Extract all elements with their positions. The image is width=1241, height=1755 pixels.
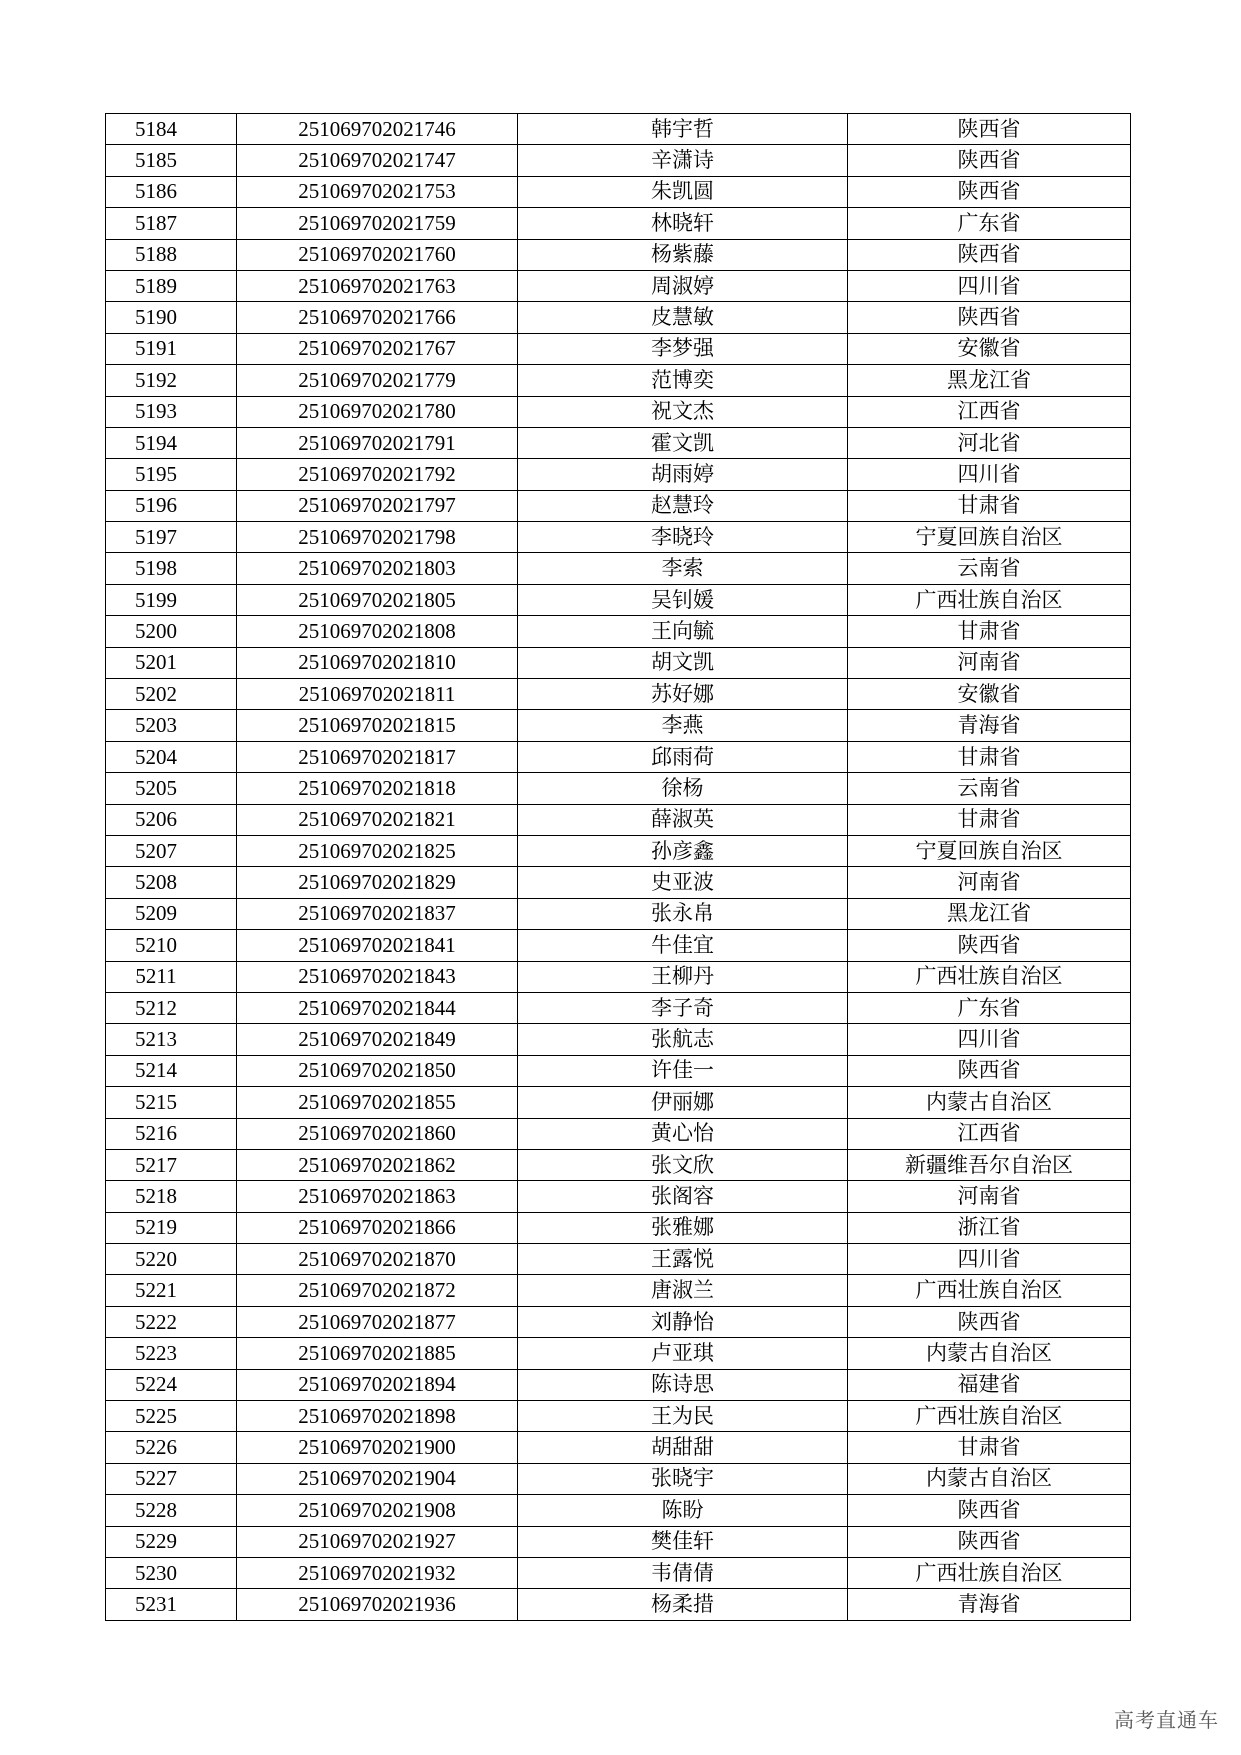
name-cell: 杨紫藤 [518,239,848,270]
seq-number: 5185 [135,148,177,173]
name-cell: 张晓宇 [518,1463,848,1494]
roster-table [105,113,1131,1621]
seq-number: 5213 [135,1027,177,1052]
table-row [106,1495,1131,1526]
name-cell: 陈诗思 [518,1369,848,1400]
seq-cell [106,867,237,898]
candidate-id-cell: 251069702021759 [237,208,518,239]
table-row [106,1244,1131,1275]
table-row [106,396,1131,427]
seq-cell [106,1306,237,1337]
seq-cell [106,647,237,678]
seq-number: 5224 [135,1372,177,1397]
seq-cell [106,679,237,710]
candidate-id-cell: 251069702021855 [237,1087,518,1118]
name-cell: 李燕 [518,710,848,741]
table-row [106,616,1131,647]
seq-number: 5202 [135,681,177,706]
name-cell: 胡雨婷 [518,459,848,490]
seq-cell [106,1526,237,1557]
province-cell: 陕西省 [848,302,1131,333]
candidate-id-cell: 251069702021779 [237,365,518,396]
candidate-id-cell: 251069702021877 [237,1306,518,1337]
name-cell: 孙彦鑫 [518,835,848,866]
table-row [106,1401,1131,1432]
candidate-id-cell: 251069702021760 [237,239,518,270]
seq-number: 5194 [135,430,177,455]
name-cell: 徐杨 [518,773,848,804]
province-cell: 广东省 [848,208,1131,239]
table-row [106,647,1131,678]
candidate-id-cell: 251069702021849 [237,1024,518,1055]
table-row [106,773,1131,804]
name-cell: 张航志 [518,1024,848,1055]
seq-number: 5203 [135,713,177,738]
candidate-id-cell: 251069702021780 [237,396,518,427]
province-cell: 广西壮族自治区 [848,1275,1131,1306]
seq-cell [106,145,237,176]
roster-table-body [106,114,1131,1621]
province-cell: 陕西省 [848,930,1131,961]
seq-number: 5195 [135,461,177,486]
seq-cell [106,208,237,239]
candidate-id-cell: 251069702021860 [237,1118,518,1149]
seq-cell [106,1181,237,1212]
seq-cell [106,114,237,145]
candidate-id-cell: 251069702021908 [237,1495,518,1526]
seq-number: 5208 [135,870,177,895]
province-cell: 浙江省 [848,1212,1131,1243]
seq-number: 5193 [135,399,177,424]
province-cell: 黑龙江省 [848,898,1131,929]
candidate-id-cell: 251069702021747 [237,145,518,176]
province-cell: 广西壮族自治区 [848,584,1131,615]
seq-number: 5184 [135,116,177,141]
name-cell: 胡甜甜 [518,1432,848,1463]
province-cell: 内蒙古自治区 [848,1338,1131,1369]
seq-cell [106,710,237,741]
seq-number: 5191 [135,336,177,361]
name-cell: 唐淑兰 [518,1275,848,1306]
candidate-id-cell: 251069702021837 [237,898,518,929]
table-row [106,365,1131,396]
name-cell: 李索 [518,553,848,584]
table-row [106,333,1131,364]
candidate-id-cell: 251069702021932 [237,1557,518,1588]
province-cell: 广西壮族自治区 [848,1557,1131,1588]
candidate-id-cell: 251069702021818 [237,773,518,804]
name-cell: 林晓轩 [518,208,848,239]
seq-cell [106,1589,237,1620]
table-row [106,898,1131,929]
province-cell: 四川省 [848,270,1131,301]
name-cell: 薛淑英 [518,804,848,835]
seq-cell [106,1118,237,1149]
watermark-text: 高考直通车 [1114,1708,1219,1732]
candidate-id-cell: 251069702021862 [237,1149,518,1180]
table-row [106,553,1131,584]
seq-cell [106,365,237,396]
candidate-id-cell: 251069702021767 [237,333,518,364]
name-cell: 刘静怡 [518,1306,848,1337]
candidate-id-cell: 251069702021798 [237,522,518,553]
seq-number: 5186 [135,179,177,204]
seq-number: 5198 [135,556,177,581]
seq-cell [106,1557,237,1588]
seq-number: 5220 [135,1246,177,1271]
province-cell: 云南省 [848,553,1131,584]
table-row [106,1526,1131,1557]
table-row [106,804,1131,835]
province-cell: 新疆维吾尔自治区 [848,1149,1131,1180]
table-row [106,1181,1131,1212]
table-row [106,302,1131,333]
seq-cell [106,1463,237,1494]
province-cell: 云南省 [848,773,1131,804]
province-cell: 福建省 [848,1369,1131,1400]
candidate-id-cell: 251069702021753 [237,176,518,207]
name-cell: 邱雨荷 [518,741,848,772]
seq-cell [106,302,237,333]
province-cell: 广东省 [848,992,1131,1023]
table-row [106,961,1131,992]
province-cell: 陕西省 [848,114,1131,145]
name-cell: 霍文凯 [518,427,848,458]
candidate-id-cell: 251069702021829 [237,867,518,898]
table-row [106,1275,1131,1306]
name-cell: 张文欣 [518,1149,848,1180]
province-cell: 江西省 [848,396,1131,427]
table-row [106,1024,1131,1055]
province-cell: 陕西省 [848,1055,1131,1086]
seq-cell [106,333,237,364]
table-row [106,1055,1131,1086]
table-row [106,270,1131,301]
candidate-id-cell: 251069702021792 [237,459,518,490]
seq-cell [106,804,237,835]
table-row [106,522,1131,553]
seq-cell [106,1024,237,1055]
seq-number: 5210 [135,932,177,957]
table-row [106,992,1131,1023]
seq-number: 5212 [135,995,177,1020]
table-row [106,1589,1131,1620]
seq-number: 5227 [135,1466,177,1491]
province-cell: 甘肃省 [848,616,1131,647]
candidate-id-cell: 251069702021791 [237,427,518,458]
name-cell: 李子奇 [518,992,848,1023]
candidate-id-cell: 251069702021815 [237,710,518,741]
seq-number: 5189 [135,273,177,298]
candidate-id-cell: 251069702021898 [237,1401,518,1432]
table-row [106,1306,1131,1337]
seq-cell [106,1432,237,1463]
candidate-id-cell: 251069702021843 [237,961,518,992]
seq-cell [106,741,237,772]
name-cell: 卢亚琪 [518,1338,848,1369]
candidate-id-cell: 251069702021797 [237,490,518,521]
seq-cell [106,1369,237,1400]
candidate-id-cell: 251069702021763 [237,270,518,301]
province-cell: 广西壮族自治区 [848,1401,1131,1432]
seq-cell [106,1212,237,1243]
province-cell: 甘肃省 [848,741,1131,772]
seq-cell [106,427,237,458]
province-cell: 陕西省 [848,145,1131,176]
province-cell: 安徽省 [848,679,1131,710]
name-cell: 范博奕 [518,365,848,396]
province-cell: 青海省 [848,1589,1131,1620]
province-cell: 内蒙古自治区 [848,1463,1131,1494]
name-cell: 韦倩倩 [518,1557,848,1588]
table-row [106,490,1131,521]
name-cell: 王柳丹 [518,961,848,992]
table-row [106,1212,1131,1243]
candidate-id-cell: 251069702021885 [237,1338,518,1369]
seq-number: 5196 [135,493,177,518]
province-cell: 宁夏回族自治区 [848,522,1131,553]
table-row [106,239,1131,270]
table-row [106,459,1131,490]
name-cell: 王露悦 [518,1244,848,1275]
seq-number: 5190 [135,305,177,330]
seq-cell [106,270,237,301]
province-cell: 黑龙江省 [848,365,1131,396]
name-cell: 杨柔措 [518,1589,848,1620]
seq-number: 5192 [135,367,177,392]
seq-cell [106,1087,237,1118]
seq-number: 5230 [135,1560,177,1585]
seq-number: 5216 [135,1121,177,1146]
table-row [106,1338,1131,1369]
seq-number: 5228 [135,1497,177,1522]
province-cell: 陕西省 [848,1526,1131,1557]
name-cell: 张雅娜 [518,1212,848,1243]
seq-cell [106,490,237,521]
seq-number: 5217 [135,1152,177,1177]
seq-number: 5225 [135,1403,177,1428]
name-cell: 李晓玲 [518,522,848,553]
name-cell: 陈盼 [518,1495,848,1526]
table-row [106,427,1131,458]
province-cell: 陕西省 [848,1495,1131,1526]
seq-number: 5187 [135,210,177,235]
province-cell: 河北省 [848,427,1131,458]
candidate-id-cell: 251069702021904 [237,1463,518,1494]
candidate-id-cell: 251069702021810 [237,647,518,678]
table-row [106,741,1131,772]
name-cell: 周淑婷 [518,270,848,301]
seq-number: 5205 [135,775,177,800]
table-row [106,584,1131,615]
province-cell: 甘肃省 [848,804,1131,835]
candidate-id-cell: 251069702021894 [237,1369,518,1400]
seq-number: 5219 [135,1215,177,1240]
name-cell: 许佳一 [518,1055,848,1086]
seq-number: 5223 [135,1340,177,1365]
table-row [106,114,1131,145]
name-cell: 王为民 [518,1401,848,1432]
province-cell: 宁夏回族自治区 [848,835,1131,866]
table-row [106,710,1131,741]
province-cell: 陕西省 [848,1306,1131,1337]
province-cell: 甘肃省 [848,1432,1131,1463]
seq-number: 5206 [135,807,177,832]
name-cell: 胡文凯 [518,647,848,678]
candidate-id-cell: 251069702021808 [237,616,518,647]
seq-cell [106,992,237,1023]
name-cell: 史亚波 [518,867,848,898]
name-cell: 王向毓 [518,616,848,647]
province-cell: 河南省 [848,647,1131,678]
seq-number: 5215 [135,1089,177,1114]
seq-cell [106,1244,237,1275]
candidate-id-cell: 251069702021841 [237,930,518,961]
candidate-id-cell: 251069702021936 [237,1589,518,1620]
name-cell: 李梦强 [518,333,848,364]
province-cell: 四川省 [848,459,1131,490]
candidate-id-cell: 251069702021766 [237,302,518,333]
seq-number: 5204 [135,744,177,769]
seq-number: 5231 [135,1592,177,1617]
seq-cell [106,1275,237,1306]
name-cell: 苏好娜 [518,679,848,710]
name-cell: 韩宇哲 [518,114,848,145]
province-cell: 广西壮族自治区 [848,961,1131,992]
province-cell: 内蒙古自治区 [848,1087,1131,1118]
seq-cell [106,553,237,584]
seq-number: 5209 [135,901,177,926]
seq-cell [106,1149,237,1180]
candidate-id-cell: 251069702021825 [237,835,518,866]
candidate-id-cell: 251069702021872 [237,1275,518,1306]
seq-number: 5201 [135,650,177,675]
table-row [106,930,1131,961]
seq-cell [106,616,237,647]
candidate-id-cell: 251069702021811 [237,679,518,710]
name-cell: 吴钊媛 [518,584,848,615]
name-cell: 黄心怡 [518,1118,848,1149]
seq-cell [106,396,237,427]
name-cell: 朱凯圆 [518,176,848,207]
table-row [106,145,1131,176]
seq-number: 5207 [135,838,177,863]
seq-number: 5199 [135,587,177,612]
name-cell: 伊丽娜 [518,1087,848,1118]
name-cell: 张阁容 [518,1181,848,1212]
province-cell: 江西省 [848,1118,1131,1149]
name-cell: 牛佳宜 [518,930,848,961]
name-cell: 赵慧玲 [518,490,848,521]
seq-number: 5197 [135,524,177,549]
seq-cell [106,459,237,490]
candidate-id-cell: 251069702021817 [237,741,518,772]
table-row [106,1149,1131,1180]
province-cell: 陕西省 [848,176,1131,207]
table-row [106,176,1131,207]
name-cell: 辛潇诗 [518,145,848,176]
table-row [106,1118,1131,1149]
seq-cell [106,176,237,207]
seq-cell [106,522,237,553]
table-row [106,1463,1131,1494]
province-cell: 青海省 [848,710,1131,741]
table-row [106,1369,1131,1400]
seq-cell [106,239,237,270]
table-row [106,867,1131,898]
candidate-id-cell: 251069702021866 [237,1212,518,1243]
candidate-id-cell: 251069702021821 [237,804,518,835]
name-cell: 樊佳轩 [518,1526,848,1557]
seq-number: 5214 [135,1058,177,1083]
candidate-id-cell: 251069702021803 [237,553,518,584]
province-cell: 甘肃省 [848,490,1131,521]
table-row [106,1087,1131,1118]
candidate-id-cell: 251069702021746 [237,114,518,145]
candidate-id-cell: 251069702021805 [237,584,518,615]
seq-number: 5222 [135,1309,177,1334]
seq-number: 5221 [135,1278,177,1303]
province-cell: 四川省 [848,1024,1131,1055]
seq-number: 5188 [135,242,177,267]
seq-cell [106,584,237,615]
candidate-id-cell: 251069702021844 [237,992,518,1023]
candidate-id-cell: 251069702021850 [237,1055,518,1086]
seq-cell [106,930,237,961]
province-cell: 安徽省 [848,333,1131,364]
candidate-id-cell: 251069702021870 [237,1244,518,1275]
seq-cell [106,1495,237,1526]
seq-number: 5218 [135,1183,177,1208]
candidate-id-cell: 251069702021927 [237,1526,518,1557]
name-cell: 张永帛 [518,898,848,929]
table-row [106,679,1131,710]
candidate-id-cell: 251069702021863 [237,1181,518,1212]
province-cell: 四川省 [848,1244,1131,1275]
seq-cell [106,961,237,992]
province-cell: 河南省 [848,867,1131,898]
seq-cell [106,1401,237,1432]
seq-cell [106,1338,237,1369]
table-row [106,1557,1131,1588]
seq-cell [106,898,237,929]
table-row [106,835,1131,866]
name-cell: 祝文杰 [518,396,848,427]
seq-cell [106,1055,237,1086]
seq-number: 5226 [135,1435,177,1460]
seq-number: 5200 [135,618,177,643]
province-cell: 陕西省 [848,239,1131,270]
seq-number: 5211 [135,964,177,989]
seq-cell [106,773,237,804]
candidate-id-cell: 251069702021900 [237,1432,518,1463]
name-cell: 皮慧敏 [518,302,848,333]
table-row [106,1432,1131,1463]
province-cell: 河南省 [848,1181,1131,1212]
seq-number: 5229 [135,1529,177,1554]
table-row [106,208,1131,239]
seq-cell [106,835,237,866]
